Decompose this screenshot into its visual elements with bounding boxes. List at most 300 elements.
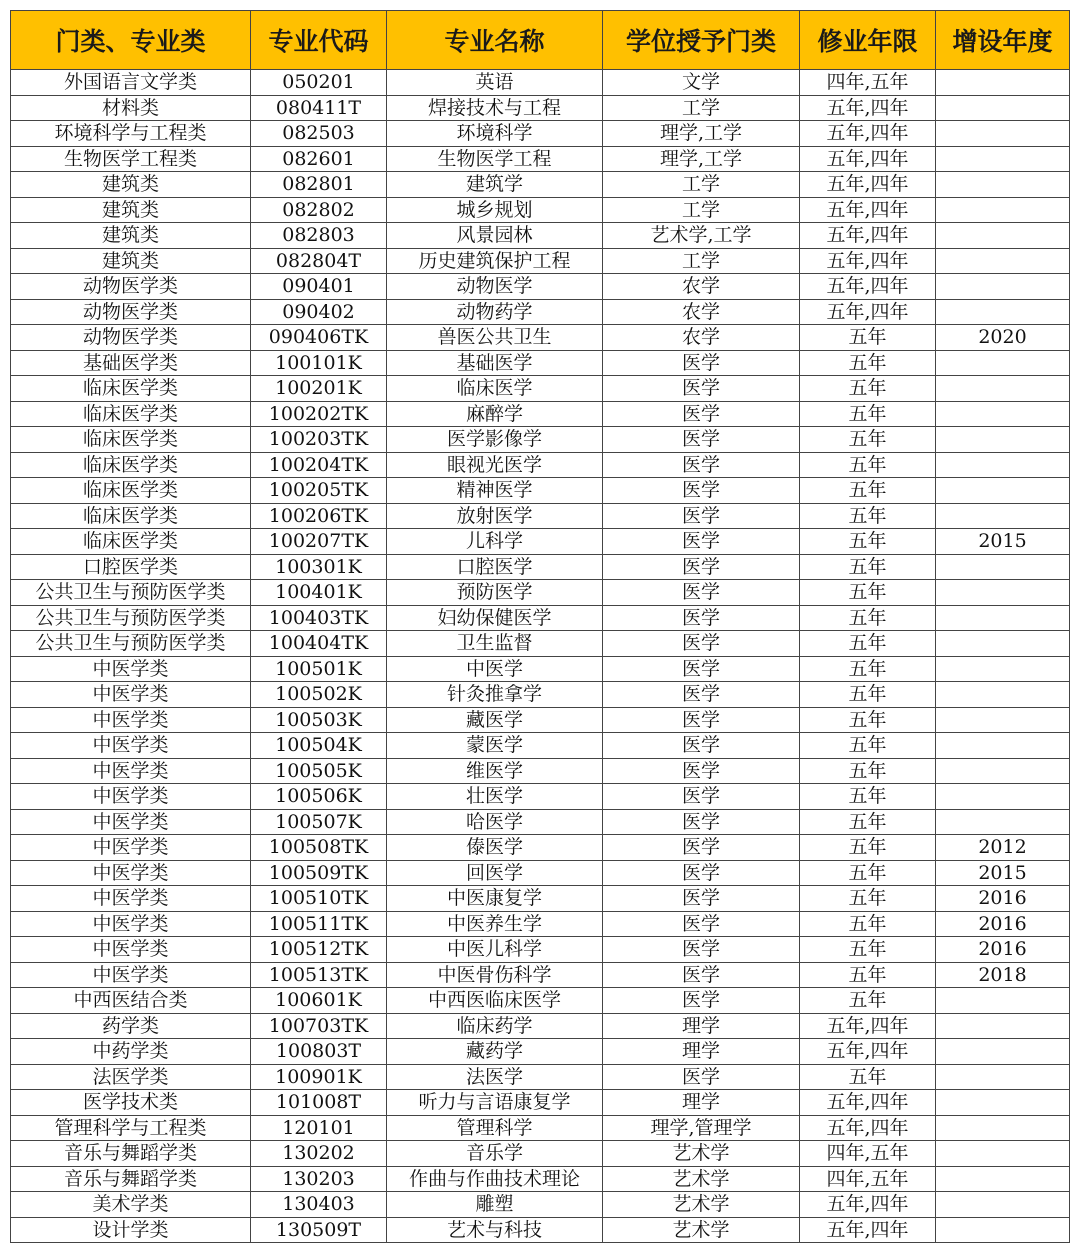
cell-duration: 五年 bbox=[800, 911, 936, 937]
cell-name: 壮医学 bbox=[387, 784, 603, 810]
cell-duration: 五年,四年 bbox=[800, 1217, 936, 1243]
table-row bbox=[11, 682, 1070, 708]
cell-code: 082503 bbox=[251, 121, 387, 147]
cell-name: 风景园林 bbox=[387, 223, 603, 249]
cell-duration: 五年,四年 bbox=[800, 1115, 936, 1141]
cell-category: 中医学类 bbox=[11, 886, 251, 912]
cell-code: 050201 bbox=[251, 70, 387, 96]
cell-category: 中医学类 bbox=[11, 835, 251, 861]
cell-code: 100101K bbox=[251, 350, 387, 376]
table-row bbox=[11, 1090, 1070, 1116]
cell-category: 临床医学类 bbox=[11, 529, 251, 555]
cell-year-added bbox=[936, 1115, 1070, 1141]
cell-degree: 农学 bbox=[603, 325, 800, 351]
cell-degree: 医学 bbox=[603, 503, 800, 529]
cell-degree: 医学 bbox=[603, 1064, 800, 1090]
cell-category: 中医学类 bbox=[11, 962, 251, 988]
cell-degree: 医学 bbox=[603, 962, 800, 988]
cell-degree: 理学 bbox=[603, 1013, 800, 1039]
cell-code: 100507K bbox=[251, 809, 387, 835]
cell-degree: 医学 bbox=[603, 529, 800, 555]
cell-year-added bbox=[936, 376, 1070, 402]
cell-category: 中医学类 bbox=[11, 707, 251, 733]
table-row bbox=[11, 427, 1070, 453]
cell-category: 临床医学类 bbox=[11, 452, 251, 478]
cell-duration: 四年,五年 bbox=[800, 1141, 936, 1167]
table-row bbox=[11, 554, 1070, 580]
cell-code: 100203TK bbox=[251, 427, 387, 453]
cell-category: 法医学类 bbox=[11, 1064, 251, 1090]
table-row bbox=[11, 733, 1070, 759]
cell-duration: 五年 bbox=[800, 682, 936, 708]
cell-name: 预防医学 bbox=[387, 580, 603, 606]
cell-category: 环境科学与工程类 bbox=[11, 121, 251, 147]
header-row bbox=[11, 11, 1070, 70]
cell-year-added bbox=[936, 146, 1070, 172]
cell-name: 麻醉学 bbox=[387, 401, 603, 427]
cell-year-added bbox=[936, 1064, 1070, 1090]
table-row bbox=[11, 1115, 1070, 1141]
cell-degree: 理学,管理学 bbox=[603, 1115, 800, 1141]
cell-name: 环境科学 bbox=[387, 121, 603, 147]
cell-name: 临床医学 bbox=[387, 376, 603, 402]
cell-duration: 五年 bbox=[800, 860, 936, 886]
cell-year-added bbox=[936, 656, 1070, 682]
cell-code: 090402 bbox=[251, 299, 387, 325]
cell-name: 基础医学 bbox=[387, 350, 603, 376]
table-row bbox=[11, 325, 1070, 351]
cell-code: 120101 bbox=[251, 1115, 387, 1141]
cell-code: 100205TK bbox=[251, 478, 387, 504]
cell-code: 082801 bbox=[251, 172, 387, 198]
cell-year-added bbox=[936, 1217, 1070, 1243]
cell-category: 中西医结合类 bbox=[11, 988, 251, 1014]
cell-category: 口腔医学类 bbox=[11, 554, 251, 580]
cell-code: 082601 bbox=[251, 146, 387, 172]
cell-year-added bbox=[936, 1013, 1070, 1039]
cell-category: 中医学类 bbox=[11, 682, 251, 708]
cell-code: 100301K bbox=[251, 554, 387, 580]
cell-code: 100202TK bbox=[251, 401, 387, 427]
header-name: 专业名称 bbox=[387, 11, 603, 70]
cell-duration: 五年,四年 bbox=[800, 172, 936, 198]
cell-category: 中医学类 bbox=[11, 937, 251, 963]
cell-degree: 艺术学 bbox=[603, 1217, 800, 1243]
majors-table bbox=[10, 10, 1070, 1243]
cell-code: 100206TK bbox=[251, 503, 387, 529]
cell-name: 焊接技术与工程 bbox=[387, 95, 603, 121]
cell-name: 英语 bbox=[387, 70, 603, 96]
cell-duration: 五年 bbox=[800, 427, 936, 453]
cell-category: 中医学类 bbox=[11, 860, 251, 886]
cell-category: 材料类 bbox=[11, 95, 251, 121]
cell-year-added bbox=[936, 605, 1070, 631]
cell-code: 100505K bbox=[251, 758, 387, 784]
cell-code: 100504K bbox=[251, 733, 387, 759]
cell-degree: 医学 bbox=[603, 554, 800, 580]
table-row bbox=[11, 1192, 1070, 1218]
cell-code: 130509T bbox=[251, 1217, 387, 1243]
table-header bbox=[11, 11, 1070, 70]
table-row bbox=[11, 95, 1070, 121]
cell-name: 蒙医学 bbox=[387, 733, 603, 759]
cell-degree: 医学 bbox=[603, 478, 800, 504]
table-row bbox=[11, 299, 1070, 325]
table-row bbox=[11, 146, 1070, 172]
cell-year-added bbox=[936, 988, 1070, 1014]
cell-duration: 五年 bbox=[800, 937, 936, 963]
cell-name: 妇幼保健医学 bbox=[387, 605, 603, 631]
cell-degree: 医学 bbox=[603, 886, 800, 912]
cell-code: 100512TK bbox=[251, 937, 387, 963]
cell-category: 动物医学类 bbox=[11, 325, 251, 351]
cell-duration: 五年,四年 bbox=[800, 299, 936, 325]
cell-degree: 艺术学 bbox=[603, 1192, 800, 1218]
table-row bbox=[11, 529, 1070, 555]
cell-degree: 医学 bbox=[603, 860, 800, 886]
cell-year-added bbox=[936, 580, 1070, 606]
cell-duration: 五年 bbox=[800, 707, 936, 733]
cell-code: 090401 bbox=[251, 274, 387, 300]
cell-year-added bbox=[936, 1192, 1070, 1218]
cell-category: 中医学类 bbox=[11, 656, 251, 682]
cell-year-added bbox=[936, 95, 1070, 121]
cell-year-added: 2016 bbox=[936, 911, 1070, 937]
table-row bbox=[11, 223, 1070, 249]
header-code: 专业代码 bbox=[251, 11, 387, 70]
table-row bbox=[11, 172, 1070, 198]
cell-duration: 五年,四年 bbox=[800, 95, 936, 121]
cell-year-added bbox=[936, 682, 1070, 708]
cell-name: 艺术与科技 bbox=[387, 1217, 603, 1243]
table-row bbox=[11, 835, 1070, 861]
table-row bbox=[11, 911, 1070, 937]
table-row bbox=[11, 1013, 1070, 1039]
table-row bbox=[11, 197, 1070, 223]
cell-degree: 医学 bbox=[603, 911, 800, 937]
cell-year-added: 2015 bbox=[936, 860, 1070, 886]
cell-code: 100803T bbox=[251, 1039, 387, 1065]
header-year-added: 增设年度 bbox=[936, 11, 1070, 70]
cell-category: 临床医学类 bbox=[11, 427, 251, 453]
cell-code: 100601K bbox=[251, 988, 387, 1014]
table-row bbox=[11, 478, 1070, 504]
cell-degree: 医学 bbox=[603, 452, 800, 478]
table-row bbox=[11, 988, 1070, 1014]
cell-category: 中医学类 bbox=[11, 733, 251, 759]
cell-year-added bbox=[936, 631, 1070, 657]
cell-name: 哈医学 bbox=[387, 809, 603, 835]
cell-category: 公共卫生与预防医学类 bbox=[11, 605, 251, 631]
cell-category: 设计学类 bbox=[11, 1217, 251, 1243]
cell-duration: 五年,四年 bbox=[800, 1013, 936, 1039]
cell-duration: 五年 bbox=[800, 605, 936, 631]
cell-duration: 五年,四年 bbox=[800, 1192, 936, 1218]
cell-degree: 理学,工学 bbox=[603, 121, 800, 147]
table-row bbox=[11, 580, 1070, 606]
cell-category: 建筑类 bbox=[11, 248, 251, 274]
cell-degree: 工学 bbox=[603, 172, 800, 198]
cell-duration: 五年 bbox=[800, 758, 936, 784]
cell-duration: 五年,四年 bbox=[800, 274, 936, 300]
cell-degree: 医学 bbox=[603, 784, 800, 810]
cell-code: 100207TK bbox=[251, 529, 387, 555]
cell-category: 音乐与舞蹈学类 bbox=[11, 1141, 251, 1167]
cell-name: 维医学 bbox=[387, 758, 603, 784]
table-row bbox=[11, 886, 1070, 912]
cell-degree: 医学 bbox=[603, 809, 800, 835]
cell-name: 藏药学 bbox=[387, 1039, 603, 1065]
cell-year-added bbox=[936, 1166, 1070, 1192]
cell-code: 100506K bbox=[251, 784, 387, 810]
cell-duration: 五年 bbox=[800, 554, 936, 580]
cell-name: 藏医学 bbox=[387, 707, 603, 733]
cell-duration: 五年,四年 bbox=[800, 1039, 936, 1065]
table-row bbox=[11, 656, 1070, 682]
cell-duration: 五年 bbox=[800, 809, 936, 835]
table-row bbox=[11, 248, 1070, 274]
table-row bbox=[11, 274, 1070, 300]
header-degree: 学位授予门类 bbox=[603, 11, 800, 70]
table-row bbox=[11, 401, 1070, 427]
cell-degree: 医学 bbox=[603, 580, 800, 606]
cell-name: 眼视光医学 bbox=[387, 452, 603, 478]
cell-name: 动物医学 bbox=[387, 274, 603, 300]
cell-year-added bbox=[936, 299, 1070, 325]
cell-name: 中医学 bbox=[387, 656, 603, 682]
cell-name: 中医康复学 bbox=[387, 886, 603, 912]
cell-duration: 五年 bbox=[800, 503, 936, 529]
cell-name: 卫生监督 bbox=[387, 631, 603, 657]
cell-category: 美术学类 bbox=[11, 1192, 251, 1218]
cell-degree: 医学 bbox=[603, 988, 800, 1014]
cell-code: 090406TK bbox=[251, 325, 387, 351]
cell-name: 中医儿科学 bbox=[387, 937, 603, 963]
cell-year-added bbox=[936, 427, 1070, 453]
cell-degree: 医学 bbox=[603, 758, 800, 784]
cell-year-added bbox=[936, 784, 1070, 810]
cell-code: 080411T bbox=[251, 95, 387, 121]
cell-degree: 艺术学 bbox=[603, 1141, 800, 1167]
cell-category: 建筑类 bbox=[11, 172, 251, 198]
table-row bbox=[11, 1217, 1070, 1243]
cell-duration: 五年 bbox=[800, 452, 936, 478]
cell-name: 动物药学 bbox=[387, 299, 603, 325]
cell-degree: 医学 bbox=[603, 350, 800, 376]
cell-name: 临床药学 bbox=[387, 1013, 603, 1039]
cell-degree: 工学 bbox=[603, 95, 800, 121]
cell-name: 兽医公共卫生 bbox=[387, 325, 603, 351]
cell-code: 100503K bbox=[251, 707, 387, 733]
cell-degree: 医学 bbox=[603, 733, 800, 759]
cell-degree: 医学 bbox=[603, 401, 800, 427]
cell-category: 中医学类 bbox=[11, 809, 251, 835]
cell-category: 临床医学类 bbox=[11, 478, 251, 504]
cell-category: 基础医学类 bbox=[11, 350, 251, 376]
cell-degree: 医学 bbox=[603, 656, 800, 682]
cell-duration: 五年 bbox=[800, 478, 936, 504]
cell-degree: 农学 bbox=[603, 299, 800, 325]
cell-name: 管理科学 bbox=[387, 1115, 603, 1141]
cell-category: 动物医学类 bbox=[11, 299, 251, 325]
cell-category: 中医学类 bbox=[11, 758, 251, 784]
table-row bbox=[11, 962, 1070, 988]
cell-degree: 工学 bbox=[603, 197, 800, 223]
cell-year-added bbox=[936, 554, 1070, 580]
header-duration: 修业年限 bbox=[800, 11, 936, 70]
cell-code: 100510TK bbox=[251, 886, 387, 912]
cell-year-added bbox=[936, 452, 1070, 478]
cell-code: 100513TK bbox=[251, 962, 387, 988]
cell-category: 建筑类 bbox=[11, 223, 251, 249]
cell-duration: 五年 bbox=[800, 401, 936, 427]
cell-category: 临床医学类 bbox=[11, 503, 251, 529]
cell-year-added bbox=[936, 401, 1070, 427]
cell-code: 100403TK bbox=[251, 605, 387, 631]
table-row bbox=[11, 707, 1070, 733]
cell-duration: 五年,四年 bbox=[800, 1090, 936, 1116]
cell-degree: 理学,工学 bbox=[603, 146, 800, 172]
cell-category: 中药学类 bbox=[11, 1039, 251, 1065]
cell-duration: 四年,五年 bbox=[800, 70, 936, 96]
cell-code: 100901K bbox=[251, 1064, 387, 1090]
table-row bbox=[11, 121, 1070, 147]
table-row bbox=[11, 1064, 1070, 1090]
cell-code: 101008T bbox=[251, 1090, 387, 1116]
table-row bbox=[11, 631, 1070, 657]
cell-name: 历史建筑保护工程 bbox=[387, 248, 603, 274]
cell-degree: 医学 bbox=[603, 682, 800, 708]
cell-duration: 五年 bbox=[800, 962, 936, 988]
cell-year-added bbox=[936, 707, 1070, 733]
cell-duration: 五年 bbox=[800, 376, 936, 402]
cell-year-added bbox=[936, 172, 1070, 198]
cell-code: 082803 bbox=[251, 223, 387, 249]
cell-year-added: 2016 bbox=[936, 937, 1070, 963]
table-row bbox=[11, 605, 1070, 631]
cell-category: 中医学类 bbox=[11, 911, 251, 937]
cell-code: 082804T bbox=[251, 248, 387, 274]
cell-degree: 医学 bbox=[603, 707, 800, 733]
cell-name: 口腔医学 bbox=[387, 554, 603, 580]
cell-category: 医学技术类 bbox=[11, 1090, 251, 1116]
cell-duration: 五年 bbox=[800, 656, 936, 682]
cell-year-added bbox=[936, 733, 1070, 759]
cell-name: 精神医学 bbox=[387, 478, 603, 504]
cell-code: 130202 bbox=[251, 1141, 387, 1167]
cell-duration: 五年 bbox=[800, 886, 936, 912]
cell-duration: 五年 bbox=[800, 733, 936, 759]
cell-year-added: 2016 bbox=[936, 886, 1070, 912]
cell-name: 建筑学 bbox=[387, 172, 603, 198]
cell-name: 医学影像学 bbox=[387, 427, 603, 453]
cell-code: 100204TK bbox=[251, 452, 387, 478]
table-row bbox=[11, 1166, 1070, 1192]
cell-code: 100201K bbox=[251, 376, 387, 402]
majors-table-container bbox=[10, 10, 1069, 1243]
cell-year-added bbox=[936, 248, 1070, 274]
cell-degree: 医学 bbox=[603, 376, 800, 402]
cell-year-added bbox=[936, 223, 1070, 249]
table-row bbox=[11, 809, 1070, 835]
cell-duration: 四年,五年 bbox=[800, 1166, 936, 1192]
cell-code: 100404TK bbox=[251, 631, 387, 657]
table-row bbox=[11, 503, 1070, 529]
cell-category: 临床医学类 bbox=[11, 401, 251, 427]
cell-degree: 理学 bbox=[603, 1090, 800, 1116]
cell-year-added: 2012 bbox=[936, 835, 1070, 861]
cell-category: 动物医学类 bbox=[11, 274, 251, 300]
cell-name: 音乐学 bbox=[387, 1141, 603, 1167]
cell-duration: 五年,四年 bbox=[800, 146, 936, 172]
cell-category: 管理科学与工程类 bbox=[11, 1115, 251, 1141]
cell-year-added bbox=[936, 503, 1070, 529]
cell-category: 药学类 bbox=[11, 1013, 251, 1039]
cell-degree: 医学 bbox=[603, 605, 800, 631]
cell-duration: 五年,四年 bbox=[800, 248, 936, 274]
cell-year-added bbox=[936, 70, 1070, 96]
cell-name: 听力与言语康复学 bbox=[387, 1090, 603, 1116]
cell-name: 城乡规划 bbox=[387, 197, 603, 223]
cell-duration: 五年 bbox=[800, 784, 936, 810]
cell-year-added bbox=[936, 1141, 1070, 1167]
cell-category: 音乐与舞蹈学类 bbox=[11, 1166, 251, 1192]
cell-year-added bbox=[936, 121, 1070, 147]
cell-duration: 五年,四年 bbox=[800, 197, 936, 223]
table-body bbox=[11, 70, 1070, 1243]
table-row bbox=[11, 937, 1070, 963]
cell-year-added bbox=[936, 274, 1070, 300]
cell-code: 100501K bbox=[251, 656, 387, 682]
cell-year-added bbox=[936, 758, 1070, 784]
cell-name: 傣医学 bbox=[387, 835, 603, 861]
cell-year-added bbox=[936, 1039, 1070, 1065]
cell-duration: 五年,四年 bbox=[800, 223, 936, 249]
table-row bbox=[11, 860, 1070, 886]
cell-year-added: 2018 bbox=[936, 962, 1070, 988]
cell-duration: 五年 bbox=[800, 988, 936, 1014]
cell-name: 针灸推拿学 bbox=[387, 682, 603, 708]
cell-category: 公共卫生与预防医学类 bbox=[11, 580, 251, 606]
cell-code: 100509TK bbox=[251, 860, 387, 886]
cell-category: 中医学类 bbox=[11, 784, 251, 810]
cell-code: 100508TK bbox=[251, 835, 387, 861]
cell-code: 130203 bbox=[251, 1166, 387, 1192]
cell-duration: 五年 bbox=[800, 1064, 936, 1090]
cell-name: 雕塑 bbox=[387, 1192, 603, 1218]
table-row bbox=[11, 350, 1070, 376]
cell-name: 中医养生学 bbox=[387, 911, 603, 937]
table-row bbox=[11, 758, 1070, 784]
cell-duration: 五年 bbox=[800, 325, 936, 351]
cell-category: 生物医学工程类 bbox=[11, 146, 251, 172]
cell-year-added: 2020 bbox=[936, 325, 1070, 351]
cell-name: 法医学 bbox=[387, 1064, 603, 1090]
cell-year-added bbox=[936, 1090, 1070, 1116]
cell-category: 公共卫生与预防医学类 bbox=[11, 631, 251, 657]
cell-code: 100502K bbox=[251, 682, 387, 708]
table-row bbox=[11, 376, 1070, 402]
cell-duration: 五年 bbox=[800, 835, 936, 861]
cell-name: 儿科学 bbox=[387, 529, 603, 555]
cell-category: 建筑类 bbox=[11, 197, 251, 223]
cell-year-added: 2015 bbox=[936, 529, 1070, 555]
cell-category: 临床医学类 bbox=[11, 376, 251, 402]
cell-degree: 艺术学,工学 bbox=[603, 223, 800, 249]
cell-code: 100511TK bbox=[251, 911, 387, 937]
cell-duration: 五年 bbox=[800, 350, 936, 376]
cell-code: 082802 bbox=[251, 197, 387, 223]
